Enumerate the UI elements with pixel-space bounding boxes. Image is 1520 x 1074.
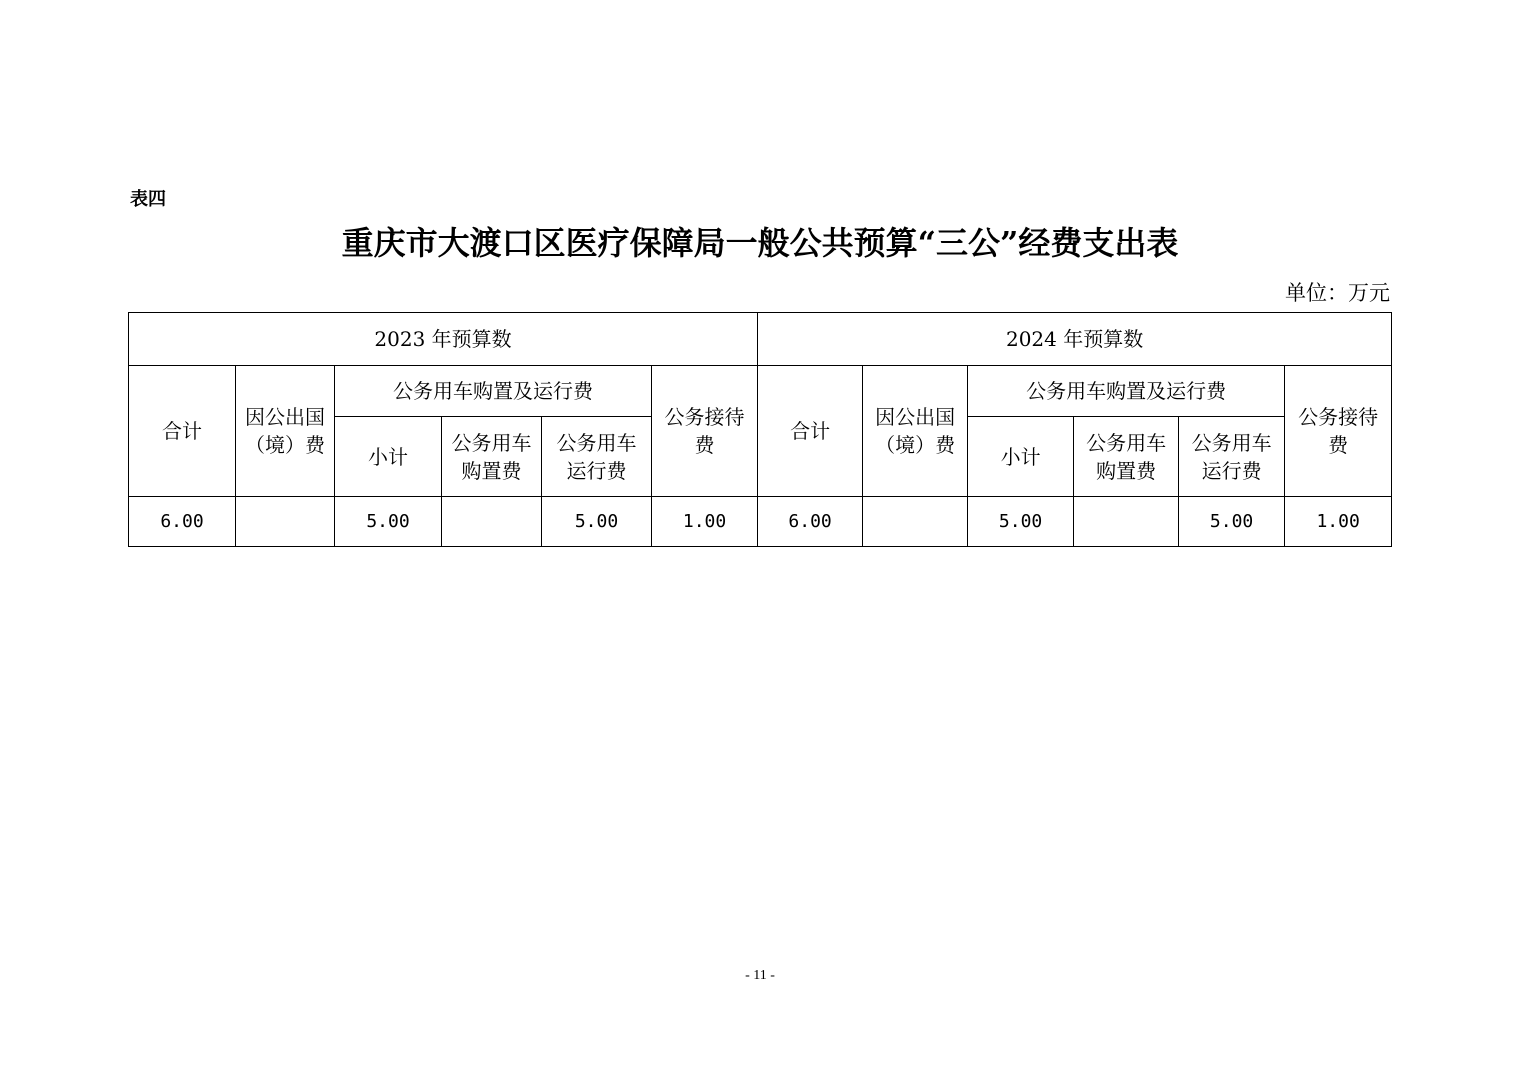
header-vehicle-subtotal-2023 xyxy=(335,417,442,497)
cell-vehicle-operation-2024: 5.00 xyxy=(1179,497,1285,547)
cell-reception-2023: 1.00 xyxy=(652,497,758,547)
year-header-2023-label: 2023 年预算数 xyxy=(374,327,512,351)
header-vehicle-subtotal-2024-label: 小计 xyxy=(1000,444,1041,469)
table-row xyxy=(129,497,1392,547)
header-total-2023 xyxy=(129,366,236,497)
year-header-row xyxy=(129,313,1392,366)
header-reception-2024-label: 公务接待费 xyxy=(1298,405,1379,457)
cell-vehicle-subtotal-2023: 5.00 xyxy=(335,497,442,547)
header-vehicle-subtotal-2023-label: 小计 xyxy=(368,444,408,469)
header-vehicle-purchase-2024-label: 公务用车购置费 xyxy=(1086,430,1167,483)
header-reception-2023 xyxy=(652,366,758,497)
header-reception-2024 xyxy=(1285,366,1392,497)
unit-label: 单位：万元 xyxy=(1285,281,1390,305)
header-vehicle-operation-2024 xyxy=(1179,417,1285,497)
year-header-2023 xyxy=(129,313,758,366)
three-public-expenditure-table xyxy=(128,312,1392,547)
cell-overseas-2023 xyxy=(236,497,335,547)
header-total-2023-label: 合计 xyxy=(162,419,202,443)
header-vehicle-group-2024 xyxy=(968,366,1285,417)
header-reception-2023-label: 公务接待费 xyxy=(664,405,745,457)
document-title: 重庆市大渡口区医疗保障局一般公共预算“三公”经费支出表 xyxy=(341,224,1179,262)
header-vehicle-operation-2023 xyxy=(542,417,652,497)
header-vehicle-operation-2024-label: 公务用车运行费 xyxy=(1191,430,1272,483)
page-number: - 11 - xyxy=(745,968,775,983)
cell-reception-2024: 1.00 xyxy=(1285,497,1392,547)
header-vehicle-group-2023 xyxy=(335,366,652,417)
cell-vehicle-purchase-2023 xyxy=(442,497,542,547)
header-vehicle-operation-2023-label: 公务用车运行费 xyxy=(556,430,637,483)
header-vehicle-subtotal-2024 xyxy=(968,417,1074,497)
column-header-row xyxy=(129,366,1392,417)
cell-overseas-2024 xyxy=(863,497,968,547)
year-header-2024 xyxy=(758,313,1392,366)
cell-total-2024: 6.00 xyxy=(758,497,863,547)
header-vehicle-group-2024-label: 公务用车购置及运行费 xyxy=(1026,379,1227,403)
header-vehicle-purchase-2023-label: 公务用车购置费 xyxy=(451,430,532,483)
table-label: 表四 xyxy=(130,189,166,210)
cell-vehicle-subtotal-2024: 5.00 xyxy=(968,497,1074,547)
cell-total-2023: 6.00 xyxy=(129,497,236,547)
header-overseas-2024 xyxy=(863,366,968,497)
header-overseas-2023-label: 因公出国（境）费 xyxy=(245,405,325,457)
header-total-2024-label: 合计 xyxy=(790,419,831,443)
header-vehicle-purchase-2024 xyxy=(1074,417,1179,497)
header-overseas-2023 xyxy=(236,366,335,497)
year-header-2024-label: 2024 年预算数 xyxy=(1005,327,1144,351)
header-overseas-2024-label: 因公出国（境）费 xyxy=(875,405,956,457)
header-vehicle-group-2023-label: 公务用车购置及运行费 xyxy=(393,379,593,403)
header-total-2024 xyxy=(758,366,863,497)
cell-vehicle-purchase-2024 xyxy=(1074,497,1179,547)
header-vehicle-purchase-2023 xyxy=(442,417,542,497)
cell-vehicle-operation-2023: 5.00 xyxy=(542,497,652,547)
